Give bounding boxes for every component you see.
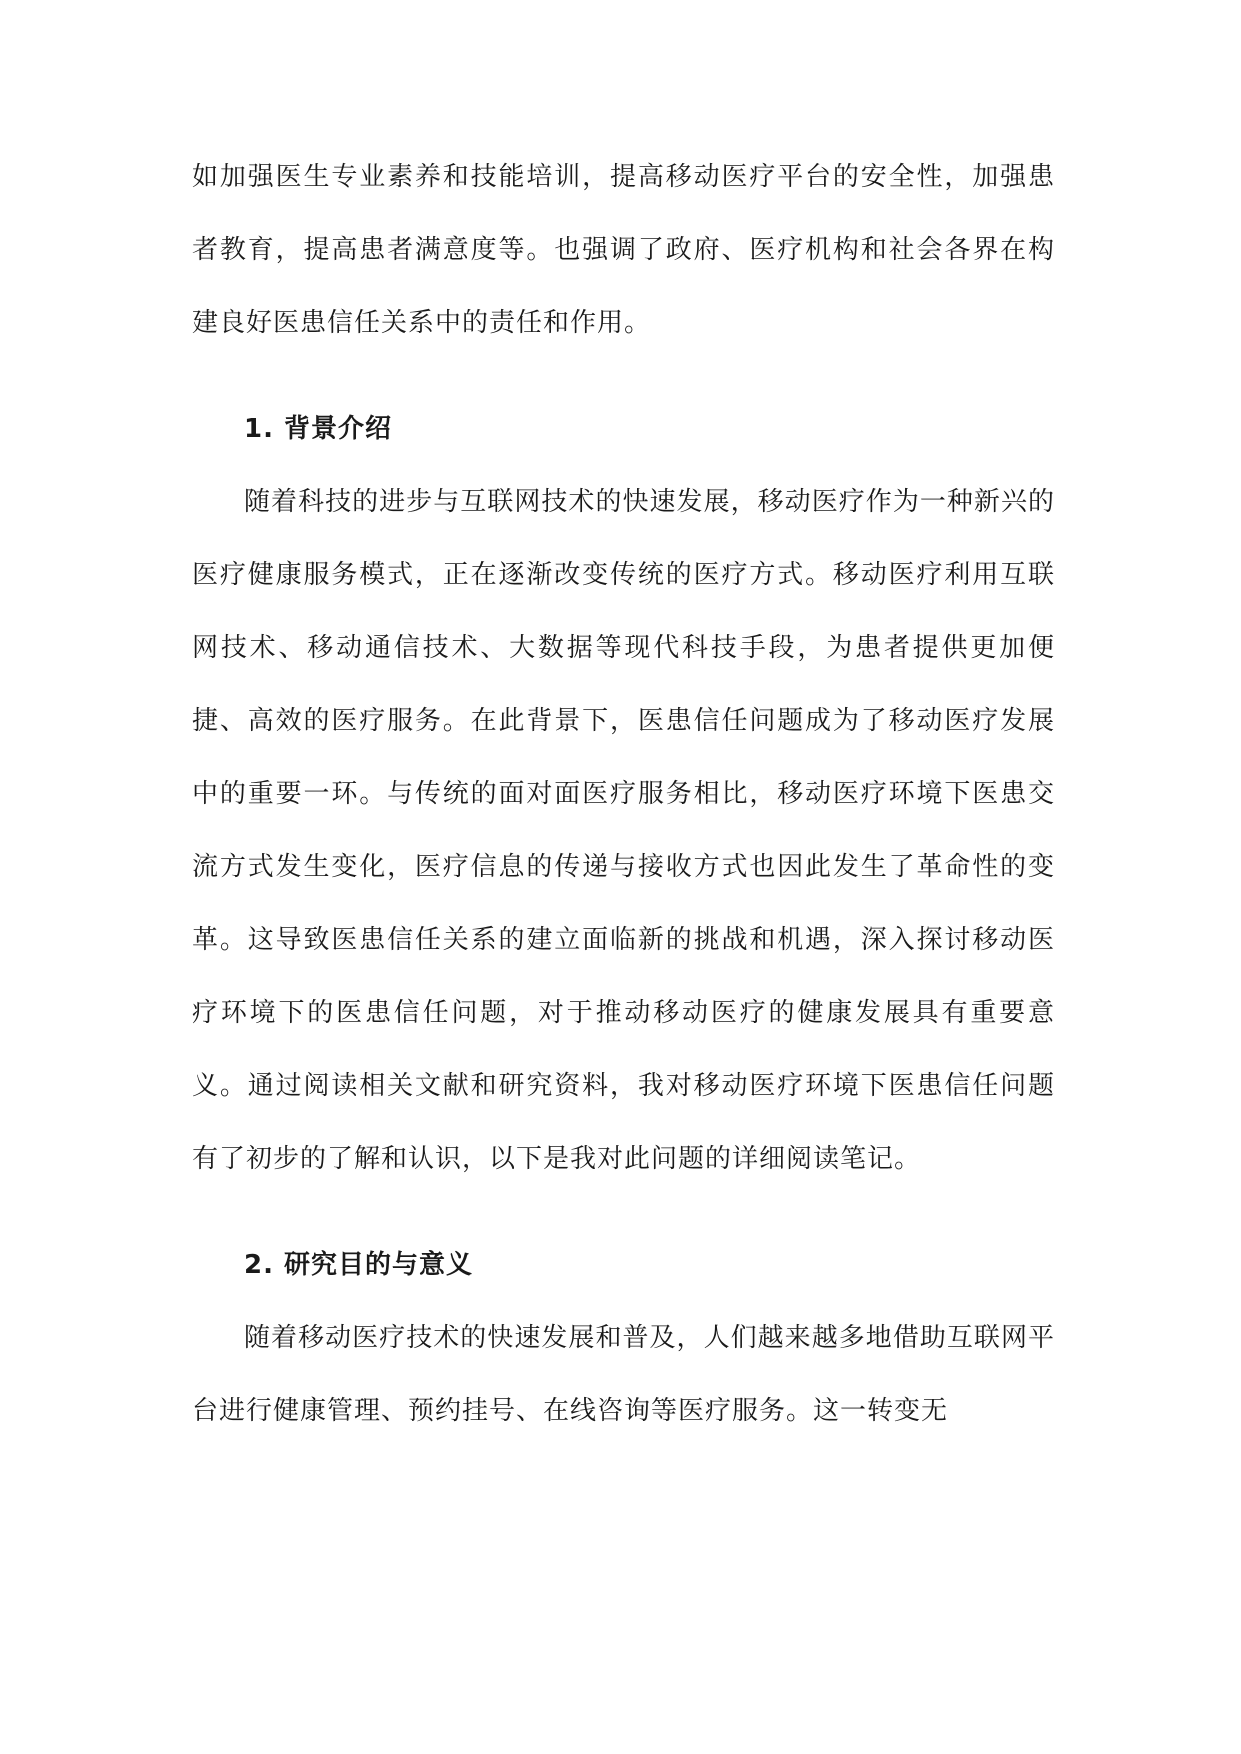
section-heading-purpose: 2. 研究目的与意义 — [244, 1250, 474, 1280]
section-gap — [192, 360, 1055, 393]
continued-paragraph: 如加强医生专业素养和技能培训，提高移动医疗平台的安全性，加强患者教育，提高患者满意度等。也强调了政府、医疗机构和社会各界在构建良好医患信任关系中的责任和作用。 — [192, 162, 1055, 338]
section-gap — [192, 1196, 1055, 1229]
document-body — [192, 141, 1055, 1448]
section-heading-background: 1. 背景介绍 — [244, 414, 393, 444]
purpose-paragraph: 随着移动医疗技术的快速发展和普及，人们越来越多地借助互联网平台进行健康管理、预约挂号、在线咨询等医疗服务。这一转变无 — [192, 1323, 1055, 1426]
background-paragraph: 随着科技的进步与互联网技术的快速发展，移动医疗作为一种新兴的医疗健康服务模式，正在逐渐改变传统的医疗方式。移动医疗利用互联网技术、移动通信技术、大数据等现代科技手段，为患者提供更加便捷、高效的医疗服务。在此背景下，医患信任问题成为了移动医疗发展中的重要一环。与传统的面对面医疗服务相比，移动医疗环境下医患交流方式发生变化，医疗信息的传递与接收方式也因此发生了革命性的变革。这导致医患信任关系的建立面临新的挑战和机遇，深入探讨移动医疗环境下的医患信任问题，对于推动移动医疗的健康发展具有重要意义。通过阅读相关文献和研究资料，我对移动医疗环境下医患信任问题有了初步的了解和认识，以下是我对此问题的详细阅读笔记。 — [192, 487, 1055, 1174]
